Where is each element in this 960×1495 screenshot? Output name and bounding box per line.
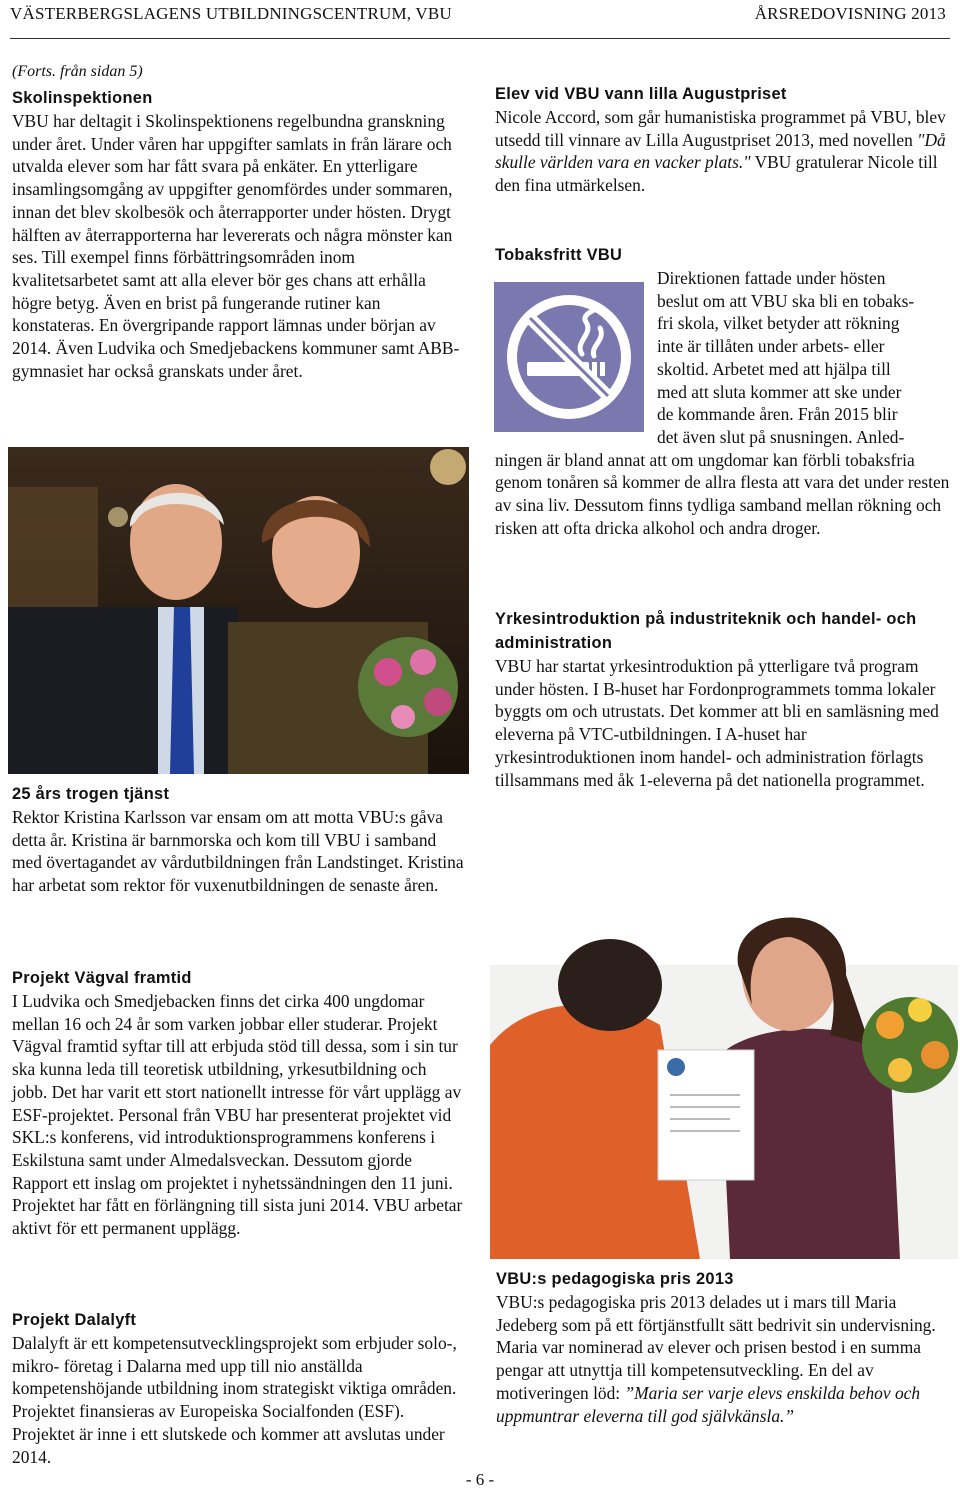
no-smoking-icon: [494, 282, 644, 432]
continued-note: (Forts. från sidan 5): [12, 63, 143, 80]
header-organization: VÄSTERBERGSLAGENS UTBILDNINGSCENTRUM, VBU: [10, 4, 452, 23]
heading-augustpriset: Elev vid VBU vann lilla Augustpriset: [495, 85, 787, 103]
page-number: - 6 -: [465, 1470, 495, 1489]
section-dalalyft: [12, 1308, 464, 1468]
heading-yrkesintroduktion: Yrkesintroduktion på industriteknik och handel- och administration: [495, 610, 917, 652]
motivation-quote: ”Maria ser varje elevs enskilda behov och uppmuntrar eleverna till god självkänsla.”: [496, 1382, 921, 1426]
body-augustpriset-text-end: VBU gratulerar Nicole till den fina utmärkelsen.: [495, 152, 938, 196]
section-vagval: [12, 966, 464, 1240]
tobaksfritt-wrapped-lines: [657, 267, 950, 449]
section-pedagogiska-pris: [496, 1267, 948, 1427]
body-vagval: I Ludvika och Smedjebacken finns det cirka 400 ungdomar mellan 16 och 24 år som varken jobbar eller studerar. Projekt Vägval framtid syftar till att erbjuda stöd till dessa, som i sin tur ska kunna leda till teoretisk utbildning, yrkesutbildning och jobb. Det har varit ett stort nationellt intresse för vårt upplägg av ESF-projektet. Personal från VBU har presenterat projektet vid SKL:s konferens, vid introduktionsprogrammens konferens i Eskilstuna samt under Almedalsveckan. Dessutom gjorde Rapport ett inslag om projektet i nyhetssändningen den 11 juni. Projektet har fått en förlängning till sista juni 2014. VBU arbetar aktivt för ett permanent upplägg.: [12, 991, 463, 1239]
photo-award-ceremony: [8, 447, 469, 774]
heading-dalalyft: Projekt Dalalyft: [12, 1311, 137, 1329]
tobak-line: med att sluta kommer att ske under: [657, 381, 902, 402]
tobak-line: det även slut på snusningen. Anled-: [657, 426, 905, 447]
section-trogen-tjanst: [12, 782, 464, 897]
section-yrkesintroduktion: [495, 607, 950, 791]
tobak-line: beslut om att VBU ska bli en tobaks-: [657, 290, 915, 311]
heading-vagval: Projekt Vägval framtid: [12, 969, 192, 987]
body-skolinspektionen: VBU har deltagit i Skolinspektionens regelbundna granskning under året. Under våren har uppgifter samlats in från lärare och utvalda elever som har fått svara på enkäter. En ytterligare insamlingsomgång av uppgifter genomfördes under sommaren, innan det blev skolbesök och återrapporter under hösten. Drygt hälften av återrapporterna har levererats och några mönster kan ses. Till exempel finns förbättringsområden inom kvalitetsarbetet samt att alla elever bör ges chans att erhålla högre betyg. Även en brist på fungerande rutiner kan konstateras. En övergripande rapport lämnas under början av 2014. Även Ludvika och Smedjebackens kommuner samt ABB-gymnasiet har också granskats under året.: [12, 111, 460, 381]
tobak-line: de kommande åren. Från 2015 blir: [657, 404, 898, 425]
tobak-line: Direktionen fattade under hösten: [657, 268, 886, 288]
heading-skolinspektionen: Skolinspektionen: [12, 89, 153, 107]
heading-pedagogiska-pris: VBU:s pedagogiska pris 2013: [496, 1270, 734, 1288]
body-augustpriset-text: Nicole Accord, som går humanistiska programmet på VBU, blev utsedd till vinnare av Lilla Augustpriset 2013, med novellen: [495, 107, 946, 150]
tobak-line: skoltid. Arbetet med att hjälpa till: [657, 358, 891, 379]
section-augustpriset: [495, 82, 950, 197]
body-pedagogiska-pris: [496, 1291, 948, 1427]
body-trogen-tjanst: Rektor Kristina Karlsson var ensam om att motta VBU:s gåva detta år. Kristina är barnmorska och kom till VBU i samband med övertagandet av vårdutbildningen från Landstinget. Kristina har arbetat som rektor för vuxenutbildningen de senaste åren.: [12, 807, 464, 896]
tobak-line: fri skola, vilket betyder att rökning: [657, 313, 900, 334]
body-tobaksfritt-rest: ningen är bland annat att om ungdomar kan förbli tobaksfria genom tonåren så kommer de allra flesta att vara det under resten av sina liv. Dessutom finns tydliga samband mellan rökning och risken att ofta dricka alkohol och andra droger.: [495, 449, 950, 538]
section-skolinspektionen: [12, 62, 462, 382]
header-report-title: ÅRSREDOVISNING 2013: [754, 4, 946, 23]
tobak-line: inte är tillåten under arbets- eller: [657, 336, 885, 357]
heading-tobaksfritt: Tobaksfritt VBU: [495, 246, 623, 264]
body-pedagogiska-pris-text: VBU:s pedagogiska pris 2013 delades ut i mars till Maria Jedeberg som på ett förtjänstfullt sätt bedrivit sin undervisning. Maria var nominerad av elever och prisen bestod i en summa pengar att utnyttja till kompetensutveckling. En del av motiveringen löd:: [496, 1292, 936, 1403]
body-augustpriset: [495, 106, 950, 197]
page-header: [10, 0, 950, 39]
body-yrkesintroduktion: VBU har startat yrkesintroduktion på ytterligare två program under hösten. I B-huset har Fordonprogrammets tomma lokaler byggts om och utrustats. Det kommer att bli en samläsning med eleverna på VTC-utbildningen. I A-huset har yrkesintroduktionen inom handel- och administration förlagts tillsammans med åk 1-eleverna på det nationella programmet.: [495, 656, 939, 790]
photo-pedagogical-prize: [490, 845, 958, 1259]
heading-trogen-tjanst: 25 års trogen tjänst: [12, 785, 170, 803]
novel-title: "Då skulle världen vara en vacker plats.": [495, 129, 946, 173]
body-dalalyft: Dalalyft är ett kompetensutvecklingsprojekt som erbjuder solo-, mikro- företag i Dalarna med upp till nio anställda kompetenshöjande utbildning inom strategiskt viktiga områden. Projektet finansieras av Europeiska Socialfonden (ESF). Projektet är inne i ett slutskede och kommer att avslutas under 2014.: [12, 1333, 457, 1467]
